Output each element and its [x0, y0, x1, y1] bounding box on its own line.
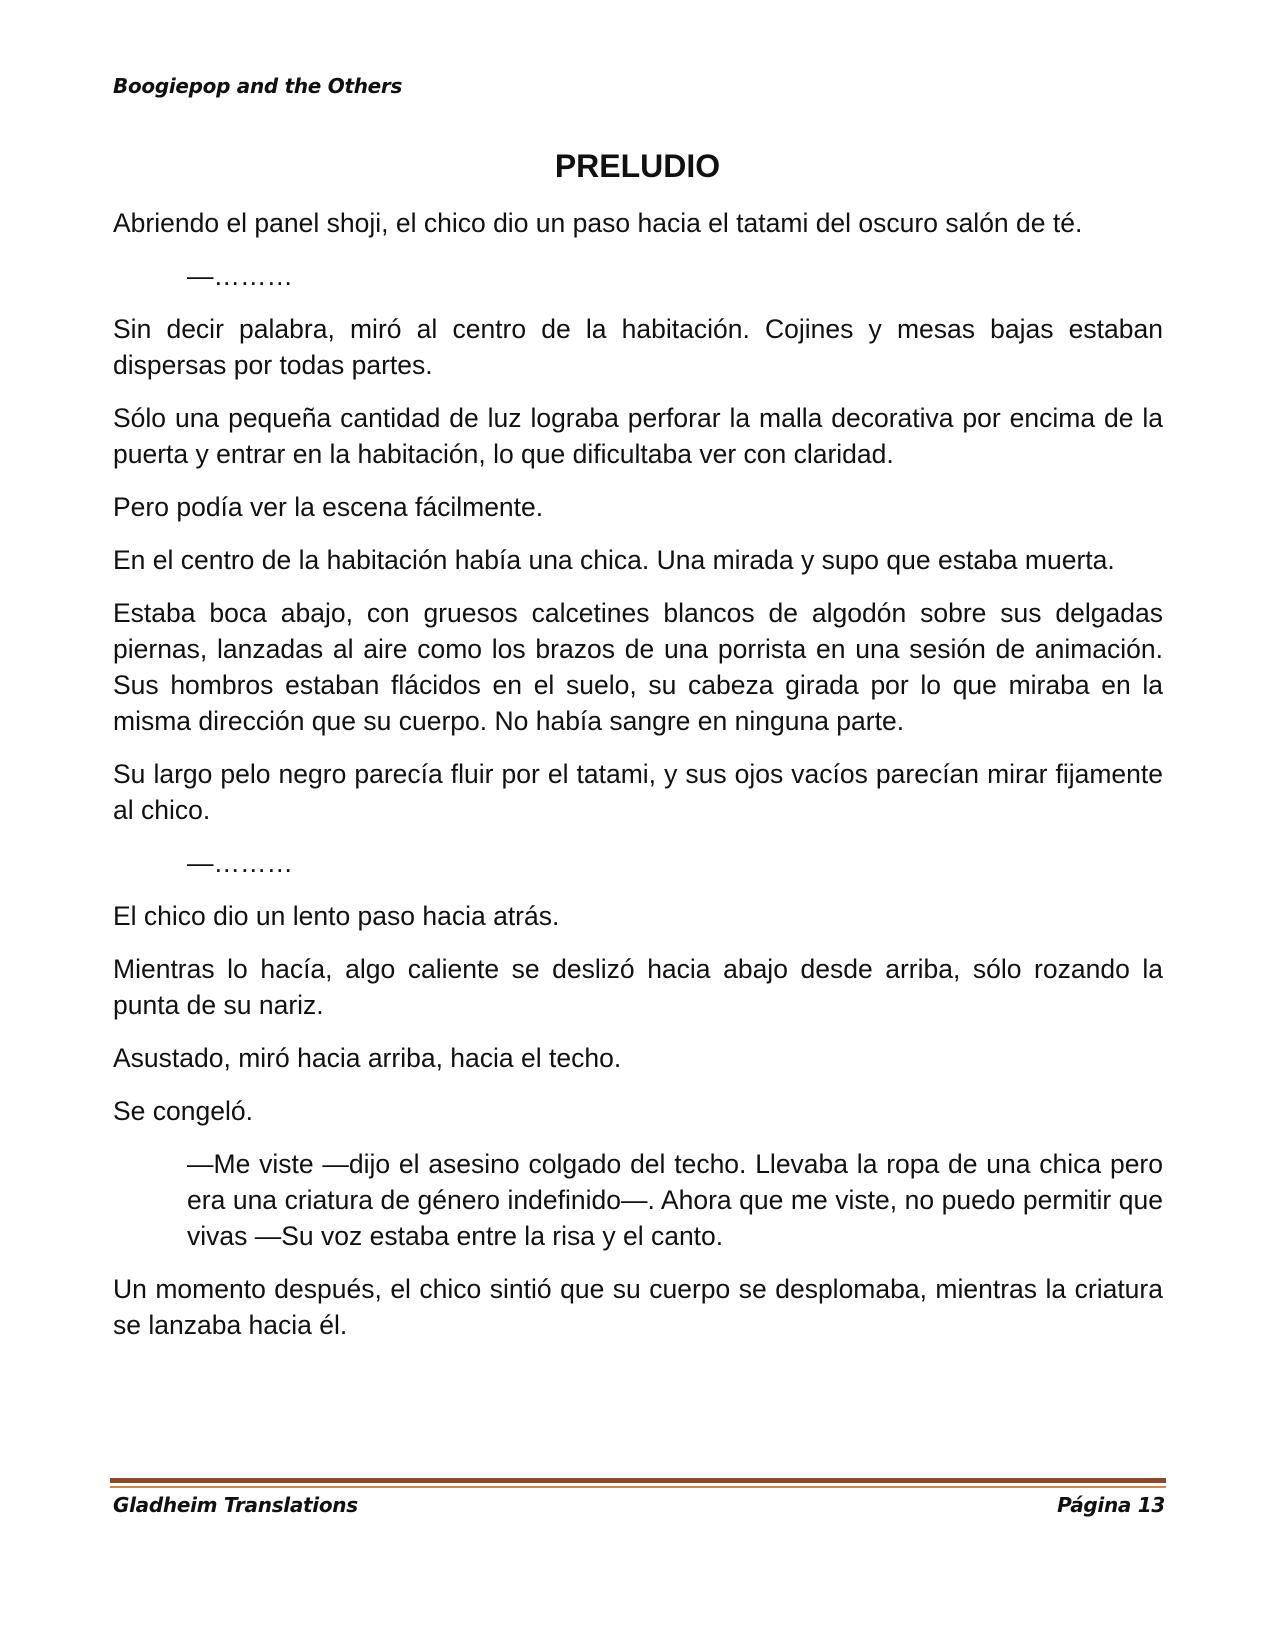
paragraph: Sin decir palabra, miró al centro de la habitación. Cojines y mesas bajas estaban dispersas por todas partes.: [113, 314, 1163, 380]
paragraph: Se congeló.: [113, 1096, 253, 1126]
footer-rule: [110, 1478, 1166, 1483]
paragraph: Un momento después, el chico sintió que su cuerpo se desplomaba, mientras la criatura se lanzaba hacia él.: [113, 1274, 1163, 1340]
footer-page-number: Página 13: [1057, 1493, 1165, 1517]
paragraph: Abriendo el panel shoji, el chico dio un paso hacia el tatami del oscuro salón de té.: [113, 208, 1083, 238]
paragraph: En el centro de la habitación había una chica. Una mirada y supo que estaba muerta.: [113, 545, 1115, 575]
paragraph: Asustado, miró hacia arriba, hacia el techo.: [113, 1043, 622, 1073]
dialogue-ellipsis: —………: [187, 848, 293, 878]
dialogue-paragraph: —Me viste —dijo el asesino colgado del techo. Llevaba la ropa de una chica pero era una criatura de género indefinido—. Ahora que me viste, no puedo permitir que vivas —Su voz estaba entre la risa y el canto.: [187, 1149, 1163, 1251]
footer-rule-accent: [110, 1486, 1166, 1488]
paragraph: Su largo pelo negro parecía fluir por el tatami, y sus ojos vacíos parecían mirar fijamente al chico.: [113, 759, 1163, 825]
paragraph: Estaba boca abajo, con gruesos calcetines blancos de algodón sobre sus delgadas piernas, lanzadas al aire como los brazos de una porrista en una sesión de animación. Sus hombros estaban flácidos en el suelo, su cabeza girada por lo que miraba en la misma dirección que su cuerpo. No había sangre en ninguna parte.: [113, 598, 1163, 736]
paragraph: Pero podía ver la escena fácilmente.: [113, 492, 544, 522]
paragraph: Sólo una pequeña cantidad de luz lograba perforar la malla decorativa por encima de la puerta y entrar en la habitación, lo que dificultaba ver con claridad.: [113, 403, 1163, 469]
dialogue-ellipsis: —………: [187, 261, 293, 291]
running-header-book-title: Boogiepop and the Others: [113, 74, 403, 98]
paragraph: Mientras lo hacía, algo caliente se deslizó hacia abajo desde arriba, sólo rozando la punta de su nariz.: [113, 954, 1163, 1020]
chapter-title: PRELUDIO: [554, 148, 721, 184]
paragraph: El chico dio un lento paso hacia atrás.: [113, 901, 560, 931]
body-text: [113, 205, 1163, 1360]
footer-translator: Gladheim Translations: [113, 1493, 358, 1517]
